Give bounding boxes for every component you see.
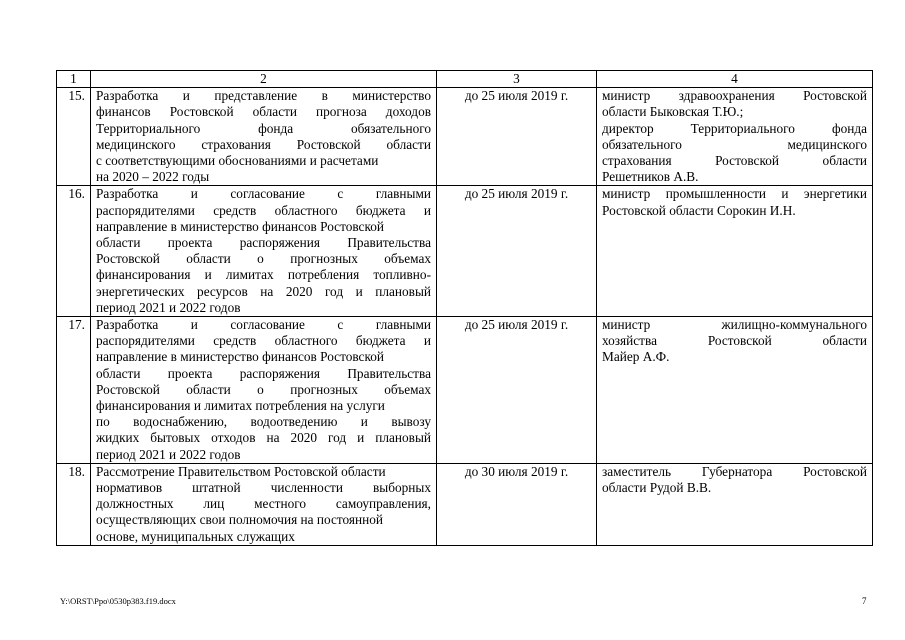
task-line: Разработка и представление в министерство [96, 88, 431, 104]
deadline: до 25 июля 2019 г. [437, 317, 597, 464]
row-number: 16. [57, 186, 91, 317]
footer-page-number: 7 [862, 596, 867, 606]
task-line: направление в министерство финансов Ростовской [96, 349, 385, 365]
task-line: Ростовской области о прогнозных объемах [96, 381, 431, 397]
task-line: Ростовской области о прогнозных объемах [96, 251, 431, 267]
table-row [57, 317, 873, 464]
task-line: с соответствующими обоснованиями и расчетами [96, 153, 379, 169]
row-number: 15. [57, 88, 91, 186]
task-line: Разработка и согласование с главными [96, 317, 431, 333]
task-line: финансирования и лимитах потребления топливно- [96, 267, 431, 283]
header-cell-1: 1 [57, 71, 91, 88]
task-line: период 2021 и 2022 годов [96, 299, 241, 315]
task-line: распорядителями средств областного бюджета и [96, 333, 431, 349]
task-line: осуществляющих свои полномочия на постоянной [96, 512, 384, 528]
task-line: направление в министерство финансов Ростовской [96, 218, 385, 234]
deadline: до 30 июля 2019 г. [437, 463, 597, 545]
responsible-line: директор Территориального фонда [602, 120, 867, 136]
responsible-line: области Рудой В.В. [602, 480, 712, 496]
header-cell-2: 2 [91, 71, 437, 88]
task-line: должностных лиц местного самоуправления, [96, 496, 431, 512]
task-line: основе, муниципальных служащих [96, 528, 295, 544]
plan-table [56, 70, 873, 546]
task-line: по водоснабжению, водоотведению и вывозу [96, 414, 431, 430]
task-description [91, 317, 437, 464]
task-line: нормативов штатной численности выборных [96, 480, 431, 496]
row-number: 18. [57, 463, 91, 545]
responsible-line: Майер А.Ф. [602, 349, 670, 365]
responsible-line: министр промышленности и энергетики [602, 186, 867, 202]
header-row [57, 71, 873, 88]
task-description [91, 463, 437, 545]
responsible-line: обязательного медицинского [602, 136, 867, 152]
task-line: Рассмотрение Правительством Ростовской области [96, 463, 386, 479]
responsible-line: министр здравоохранения Ростовской [602, 88, 867, 104]
task-line: жидких бытовых отходов на 2020 год и плановый [96, 430, 431, 446]
responsible-line: Решетников А.В. [602, 169, 699, 185]
table-row [57, 463, 873, 545]
responsible-line: хозяйства Ростовской области [602, 333, 867, 349]
responsible-line: министр жилищно-коммунального [602, 317, 867, 333]
responsible-line: заместитель Губернатора Ростовской [602, 463, 867, 479]
task-description [91, 186, 437, 317]
responsible-line: страхования Ростовской области [602, 153, 867, 169]
deadline: до 25 июля 2019 г. [437, 88, 597, 186]
row-number: 17. [57, 317, 91, 464]
responsible-persons [597, 317, 873, 464]
header-cell-3: 3 [437, 71, 597, 88]
task-line: Территориального фонда обязательного [96, 120, 431, 136]
task-line: финансов Ростовской области прогноза доходов [96, 104, 431, 120]
table-row [57, 186, 873, 317]
responsible-persons [597, 463, 873, 545]
responsible-persons [597, 186, 873, 317]
table-row [57, 88, 873, 186]
footer-file-path: Y:\ORST\Ppo\0530p383.f19.docx [60, 596, 176, 606]
task-description [91, 88, 437, 186]
task-line: распорядителями средств областного бюджета и [96, 202, 431, 218]
responsible-persons [597, 88, 873, 186]
task-line: области проекта распоряжения Правительства [96, 365, 431, 381]
task-line: финансирования и лимитах потребления на услуги [96, 398, 385, 414]
task-line: период 2021 и 2022 годов [96, 446, 241, 462]
header-cell-4: 4 [597, 71, 873, 88]
task-line: на 2020 – 2022 годы [96, 169, 210, 185]
deadline: до 25 июля 2019 г. [437, 186, 597, 317]
task-line: области проекта распоряжения Правительства [96, 235, 431, 251]
task-line: Разработка и согласование с главными [96, 186, 431, 202]
task-line: медицинского страхования Ростовской области [96, 136, 431, 152]
responsible-line: Ростовской области Сорокин И.Н. [602, 202, 796, 218]
responsible-line: области Быковская Т.Ю.; [602, 104, 744, 120]
task-line: энергетических ресурсов на 2020 год и плановый [96, 283, 431, 299]
